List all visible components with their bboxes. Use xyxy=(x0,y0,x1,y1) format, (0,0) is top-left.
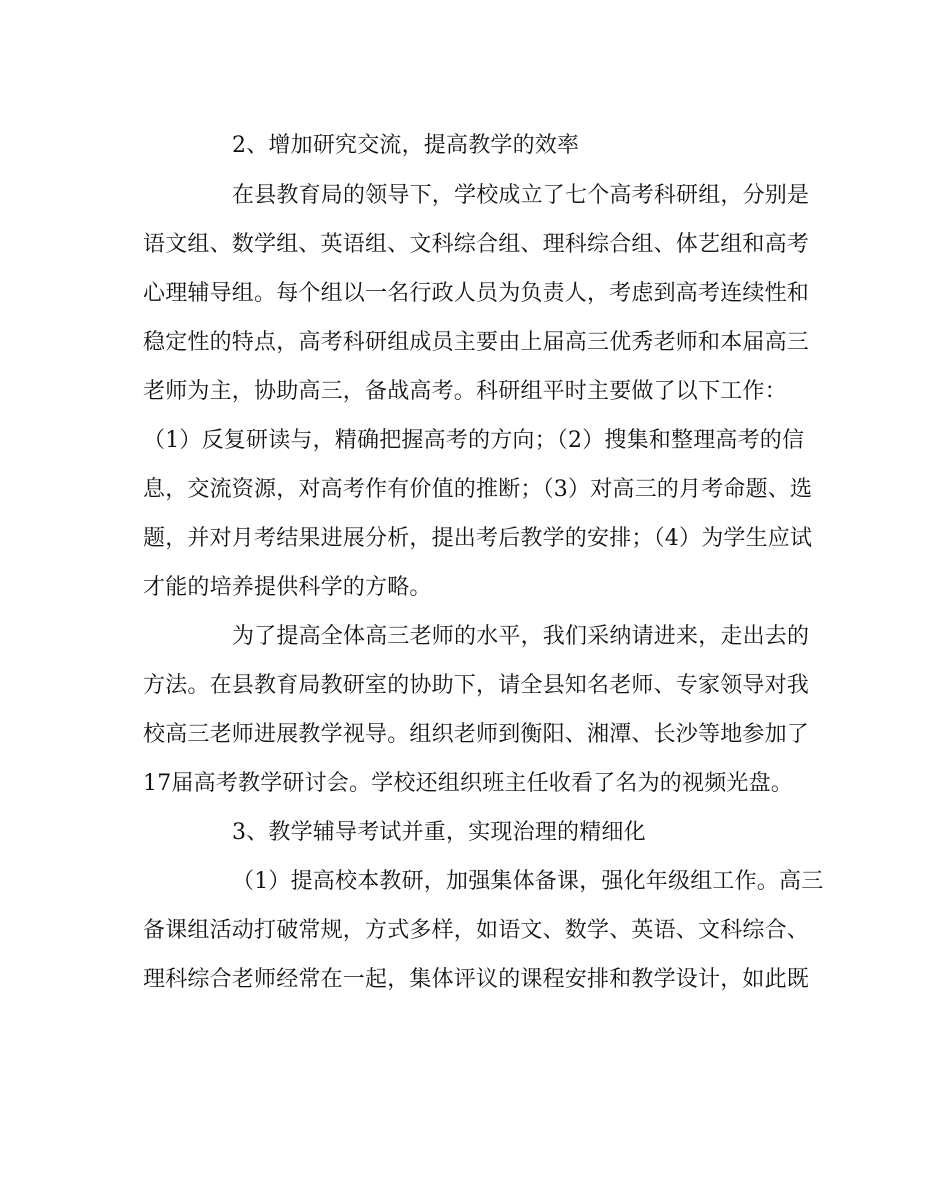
paragraph-line: 息，交流资源，对高考作有价值的推断；（3）对高三的月考命题、选 xyxy=(143,477,813,502)
paragraph-line: （1）提高校本教研，加强集体备课，强化年级组工作。高三 xyxy=(232,869,824,894)
paragraph-line: 在县教育局的领导下，学校成立了七个高考科研组，分别是 xyxy=(232,183,810,208)
paragraph-line: 题，并对月考结果进展分析，提出考后教学的安排；（4）为学生应试 xyxy=(143,526,813,551)
section-heading-3: 3、教学辅导考试并重，实现治理的精细化 xyxy=(232,820,646,845)
paragraph-line: 备课组活动打破常规，方式多样，如语文、数学、英语、文科综合、 xyxy=(143,918,810,943)
paragraph-line: 才能的培养提供科学的方略。 xyxy=(143,575,432,600)
paragraph-line: （1）反复研读与，精确把握高考的方向；（2）搜集和整理高考的信 xyxy=(143,428,805,453)
paragraph-line: 老师为主，协助高三，备战高考。科研组平时主要做了以下工作： xyxy=(143,379,787,404)
paragraph-line: 校高三老师进展教学视导。组织老师到衡阳、湘潭、长沙等地参加了 xyxy=(143,722,810,747)
paragraph-line: 心理辅导组。每个组以一名行政人员为负责人，考虑到高考连续性和 xyxy=(143,281,810,306)
paragraph-line: 理科综合老师经常在一起，集体评议的课程安排和教学设计，如此既 xyxy=(143,967,810,992)
paragraph-line: 语文组、数学组、英语组、文科综合组、理科综合组、体艺组和高考 xyxy=(143,232,810,257)
paragraph-line: 为了提高全体高三老师的水平，我们采纳请进来，走出去的 xyxy=(232,624,810,649)
paragraph-line: 方法。在县教育局教研室的协助下，请全县知名老师、专家领导对我 xyxy=(143,673,810,698)
paragraph-line: 17届高考教学研讨会。学校还组织班主任收看了名为的视频光盘。 xyxy=(143,771,793,796)
section-heading-2: 2、增加研究交流，提高教学的效率 xyxy=(232,133,580,158)
paragraph-line: 稳定性的特点，高考科研组成员主要由上届高三优秀老师和本届高三 xyxy=(143,330,810,355)
